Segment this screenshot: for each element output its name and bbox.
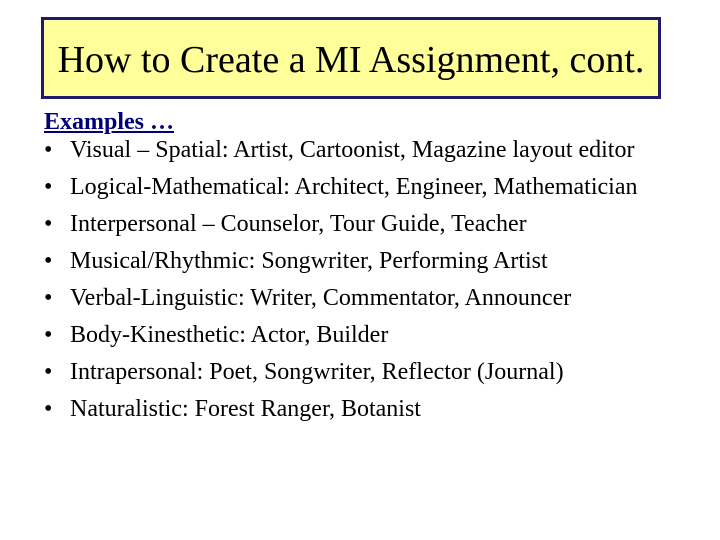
examples-heading: Examples … [44,109,175,135]
list-item-text: Interpersonal – Counselor, Tour Guide, Teacher [70,211,527,237]
list-item [44,174,684,200]
bullet-icon: • [44,211,53,237]
bullet-icon: • [44,322,53,348]
bullet-icon: • [44,137,53,163]
title-box [41,17,661,99]
list-item-text: Intrapersonal: Poet, Songwriter, Reflector (Journal) [70,359,564,385]
bullet-icon: • [44,396,53,422]
list-item [44,396,684,422]
list-item [44,285,684,311]
list-item [44,322,684,348]
list-item-text: Logical-Mathematical: Architect, Engineer, Mathematician [70,174,638,200]
slide-content [44,108,684,433]
list-item-text: Visual – Spatial: Artist, Cartoonist, Magazine layout editor [70,137,635,163]
list-item-text: Verbal-Linguistic: Writer, Commentator, Announcer [70,285,572,311]
bullet-icon: • [44,285,53,311]
bullet-list [44,137,684,422]
list-item [44,248,684,274]
bullet-icon: • [44,174,53,200]
list-item-text: Naturalistic: Forest Ranger, Botanist [70,396,421,422]
list-item [44,137,684,163]
list-item [44,211,684,237]
slide-title: How to Create a MI Assignment, cont. [57,39,645,81]
list-item [44,359,684,385]
list-item-text: Body-Kinesthetic: Actor, Builder [70,322,389,348]
list-item-text: Musical/Rhythmic: Songwriter, Performing Artist [70,248,548,274]
bullet-icon: • [44,248,53,274]
bullet-icon: • [44,359,53,385]
